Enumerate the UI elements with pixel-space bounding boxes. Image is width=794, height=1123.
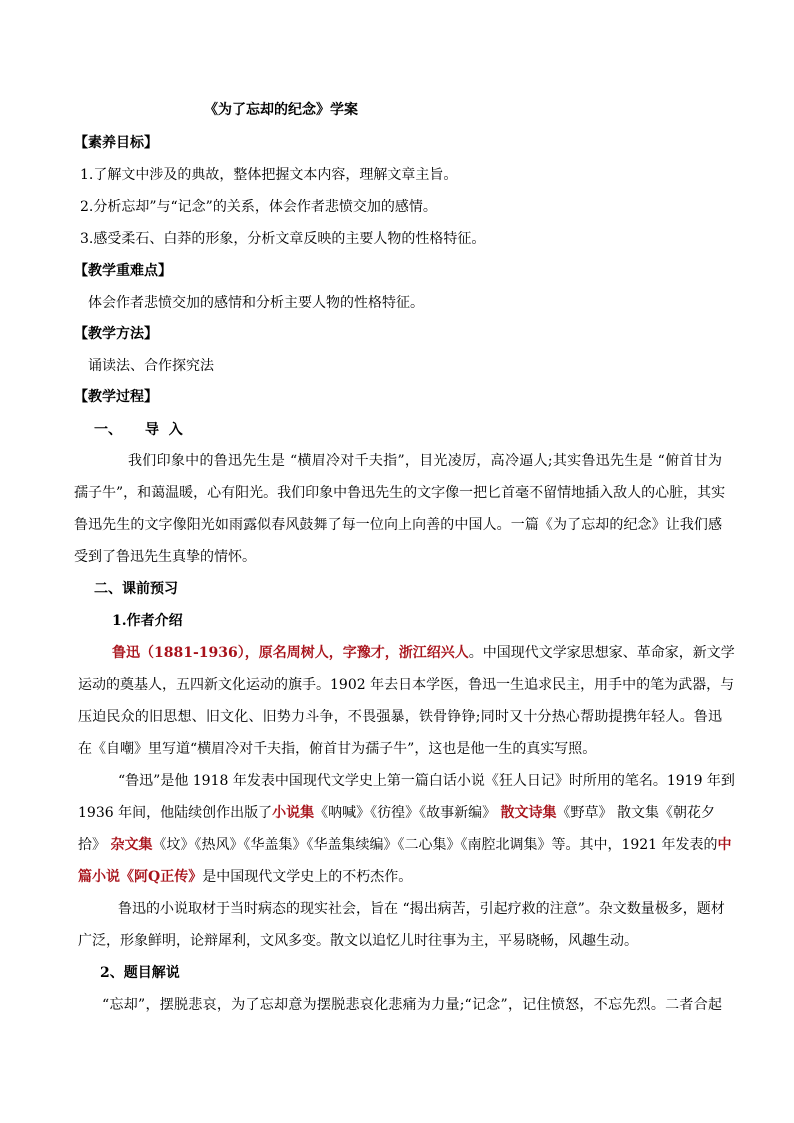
novel-collection-highlight: 小说集 [272,805,315,821]
intro-line-4: 受到了鲁迅先生真挚的情怀。 [74,549,256,565]
goal-item-3: 3.感受柔石、白莽的形象，分析文章反映的主要人物的性格特征。 [80,231,486,247]
essay-collection-highlight: 杂文集 [110,837,153,853]
author-intro-heading: 1.作者介绍 [112,613,183,629]
intro-number: 一、 [94,422,122,438]
section-heading-key-points: 【教学重难点】 [74,263,172,279]
author-paragraph-rest: 。中国现代文学家思想家、革命家，新文学 [468,645,735,661]
works-text: 《呐喊》《彷徨》《故事新编》 [314,805,501,821]
author-paragraph-line-3: 压迫民众的旧思想、旧文化、旧势力斗争，不畏强暴，铁骨铮铮;同时又十分热心帮助提携年轻人。鲁迅 [78,709,722,725]
works-text: 是中国现代文学史上的不朽杰作。 [202,869,413,885]
intro-line-1: 我们印象中的鲁迅先生是 “横眉冷对千夫指”，目光凌厉，高冷逼人;其实鲁迅先生是 “俯首甘为 [128,453,722,469]
novella-highlight-start: 中 [717,837,732,853]
title-explanation-line-1: “忘却”，摆脱悲哀，为了忘却意为摆脱悲哀化悲痛为力量;“记念”，记住愤怒，不忘先烈。二者合起 [102,997,722,1013]
works-text: 1936 年间，他陆续创作出版了 [78,805,273,821]
goal-item-2: 2.分析忘却”与“记念”的关系，体会作者悲愤交加的感情。 [80,199,437,215]
works-text: 拾》 [78,837,111,853]
works-text: 《野草》 散文集《朝花夕 [556,805,715,821]
key-points-text: 体会作者悲愤交加的感情和分析主要人物的性格特征。 [88,295,424,311]
methods-text: 诵读法、合作探究法 [88,358,214,374]
ah-q-highlight: 篇小说《阿Q正传》 [78,869,203,885]
works-paragraph-line-3 [78,835,732,855]
author-paragraph-line-1 [112,643,735,663]
works-paragraph-line-4 [78,867,412,887]
style-paragraph-line-2: 广泛，形象鲜明，论辩犀利，文风多变。散文以追忆儿时往事为主，平易晓畅，风趣生动。 [78,933,638,949]
intro-line-3: 鲁迅先生的文字像阳光如雨露似春风鼓舞了每一位向上向善的中国人。一篇《为了忘却的纪念》让我们感 [74,517,722,533]
prose-poem-highlight: 散文诗集 [500,805,557,821]
author-paragraph-line-4: 在《自嘲》里写道“横眉冷对千夫指，俯首甘为孺子牛”，这也是他一生的真实写照。 [78,741,597,757]
section-heading-goals: 【素养目标】 [74,135,158,151]
intro-line-2: 孺子牛”，和蔼温暖，心有阳光。我们印象中鲁迅先生的文字像一把匕首毫不留情地插入敌人的心脏，其实 [74,485,726,501]
section-heading-methods: 【教学方法】 [74,326,158,342]
author-paragraph-line-2: 运动的奠基人，五四新文化运动的旗手。1902 年去日本学医，鲁迅一生追求民主，用手中的笔为武器，与 [78,677,735,693]
works-paragraph-line-1: “鲁迅”是他 1918 年发表中国现代文学史上第一篇白话小说《狂人日记》时所用的笔名。1919 年到 [118,773,735,789]
style-paragraph-line-1: 鲁迅的小说取材于当时病态的现实社会，旨在 “揭出病苦，引起疗救的注意”。杂文数量极多，题材 [118,901,725,917]
document-title: 《为了忘却的纪念》学案 [204,102,358,118]
title-explanation-heading: 2、题目解说 [100,965,180,981]
intro-heading: 导 入 [145,422,183,438]
section-heading-process: 【教学过程】 [74,389,158,405]
goal-item-1: 1.了解文中涉及的典故，整体把握文本内容，理解文章主旨。 [80,167,458,183]
works-paragraph-line-2 [78,803,715,823]
works-text: 《坟》《热风》《华盖集》《华盖集续编》《二心集》《南腔北调集》等。其中，1921 年发表的 [152,837,718,853]
preview-heading: 二、课前预习 [94,581,178,597]
author-name-highlight: 鲁迅（1881-1936），原名周树人，字豫才，浙江绍兴人 [112,645,469,661]
